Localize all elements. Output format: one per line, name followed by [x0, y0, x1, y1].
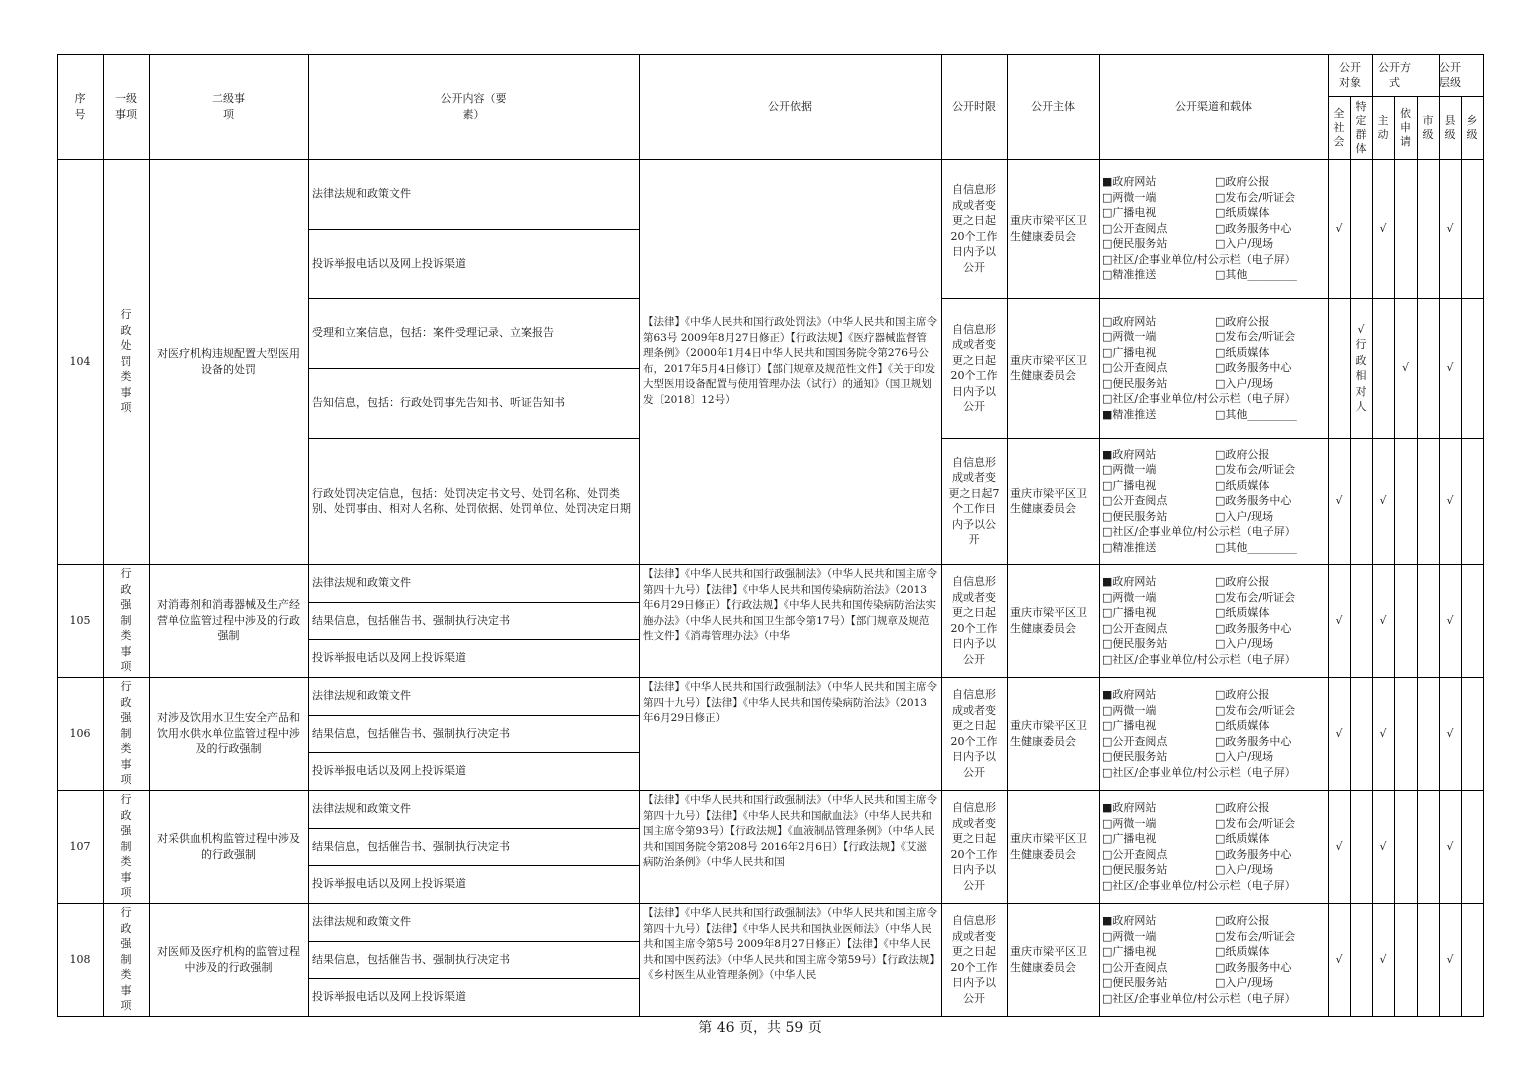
- channel-option: □政府公报: [1215, 447, 1270, 461]
- channel-option: □便民服务站: [1102, 509, 1168, 523]
- row-basis: 【法律】《中华人民共和国行政强制法》（中华人民共和国主席令第四十九号）【法律】《中华人民共和国传染病防治法》（2013年6月29日修正）: [643, 681, 937, 724]
- row-seq: 108: [69, 952, 91, 966]
- row-content-item: 结果信息，包括催告书、强制执行决定书: [312, 726, 510, 740]
- row-object-all-check: √: [1335, 839, 1343, 853]
- row-basis: 【法律】《中华人民共和国行政强制法》（中华人民共和国主席令第四十九号）【法律】《中华人民共和国传染病防治法》（2013年6月29日修正）【行政法规】《中华人民共和国传染病防治法实施办法》（中华人民共和国卫生部令第17号）【部门规章及规范性文件】《消毒管理办法》（中华: [643, 568, 937, 642]
- channel-option: □发布会/听证会: [1215, 330, 1296, 344]
- channel-option: □广播电视: [1102, 345, 1157, 359]
- row-subject: 重庆市梁平区卫生健康委员会: [1010, 719, 1087, 748]
- channel-option: □广播电视: [1102, 478, 1157, 492]
- channel-option: □便民服务站: [1102, 637, 1168, 650]
- channel-option: □便民服务站: [1102, 237, 1168, 251]
- channel-option: □公开查阅点: [1102, 847, 1168, 861]
- row-channels-grid: [1102, 314, 1325, 423]
- row-content-item: 结果信息，包括催告书、强制执行决定书: [312, 952, 510, 966]
- row-time-limit: 自信息形成或者变更之日起7个工作日内予以公开: [948, 455, 1000, 546]
- channel-option: ■精准推送: [1102, 407, 1157, 421]
- channel-option: □发布会/听证会: [1215, 590, 1296, 604]
- channel-option: □发布会/听证会: [1215, 703, 1296, 717]
- channel-option: □公开查阅点: [1102, 221, 1168, 235]
- row-channels: [1102, 159, 1327, 298]
- header-method-apply: 依申请: [1400, 106, 1411, 148]
- channel-option: □政府网站: [1102, 314, 1157, 328]
- row-content-item: 投诉举报电话以及网上投诉渠道: [312, 764, 466, 778]
- row-content-item: 投诉举报电话以及网上投诉渠道: [312, 651, 466, 665]
- header-method-active: 主动: [1377, 113, 1389, 141]
- channel-option: □入户/现场: [1215, 750, 1274, 763]
- row-content-item: 结果信息，包括催告书、强制执行决定书: [312, 613, 510, 627]
- channel-option: □纸质媒体: [1215, 719, 1270, 732]
- header-seq: 序号: [74, 92, 86, 121]
- channel-option: □两微一端: [1102, 463, 1157, 477]
- row-object-all-check: √: [1335, 221, 1343, 235]
- channel-option: □政务服务中心: [1215, 494, 1292, 508]
- header-basis: 公开依据: [768, 99, 812, 113]
- row-time-limit: 自信息形成或者变更之日起20个工作日内予以公开: [950, 688, 998, 779]
- channel-option: □广播电视: [1102, 832, 1157, 845]
- channel-option: □社区/企事业单位/村公示栏（电子屏）: [1102, 991, 1296, 1005]
- channel-option: □入户/现场: [1215, 237, 1274, 251]
- channel-option: □其他_________: [1215, 268, 1297, 282]
- row-level2: 对采供血机构监管过程中涉及的行政强制: [157, 832, 300, 861]
- row-level-county-check: √: [1446, 613, 1454, 627]
- channel-option: ■政府网站: [1102, 914, 1157, 927]
- channel-option: □政府公报: [1215, 688, 1270, 701]
- row-method-active-check: √: [1379, 839, 1387, 853]
- row-channels: [1102, 438, 1327, 564]
- row-channels: [1102, 903, 1327, 1016]
- channel-option: ■政府网站: [1102, 175, 1157, 189]
- channel-option: □广播电视: [1102, 606, 1157, 619]
- row-channels-grid: [1102, 447, 1325, 556]
- row-subject: 重庆市梁平区卫生健康委员会: [1010, 486, 1087, 515]
- channel-option: □政务服务中心: [1215, 960, 1292, 974]
- row-channels: [1102, 564, 1327, 677]
- row-level1: 行政处罚类事项: [120, 308, 132, 415]
- channel-option: □政务服务中心: [1215, 847, 1292, 861]
- row-level-county-check: √: [1446, 839, 1454, 853]
- channel-option: □入户/现场: [1215, 376, 1274, 390]
- row-method-active-check: √: [1379, 494, 1387, 508]
- channel-option: □纸质媒体: [1215, 345, 1270, 359]
- row-level1: 行政强制类事项: [120, 906, 132, 1013]
- row-object-all-check: √: [1335, 613, 1343, 627]
- row-content-item: 投诉举报电话以及网上投诉渠道: [312, 990, 466, 1004]
- row-seq: 104: [69, 354, 91, 368]
- channel-option: □公开查阅点: [1102, 960, 1168, 974]
- row-basis: 【法律】《中华人民共和国行政强制法》（中华人民共和国主席令第四十九号）【法律】《中华人民共和国执业医师法》（中华人民共和国主席令第5号 2009年8月27日修正）【法律】《中华人民共和国中医药法》（中华人民共和国主席令第59号）【行政法规】《乡村医生从业管理条例》（中华人民: [643, 907, 937, 981]
- row-channels-grid: [1102, 913, 1325, 1006]
- header-object-specific: 特定群体: [1355, 99, 1367, 155]
- row-content-item: 法律法规和政策文件: [312, 576, 411, 590]
- channel-option: □两微一端: [1102, 816, 1157, 830]
- row-subject: 重庆市梁平区卫生健康委员会: [1010, 353, 1087, 382]
- row-level1: 行政强制类事项: [120, 567, 132, 674]
- row-level-county-check: √: [1446, 726, 1454, 740]
- grid-line-vertical: [1099, 54, 1100, 1016]
- channel-option: □公开查阅点: [1102, 494, 1168, 508]
- channel-option: ■政府网站: [1102, 447, 1157, 461]
- channel-option: □社区/企事业单位/村公示栏（电子屏）: [1102, 878, 1296, 892]
- channel-option: □广播电视: [1102, 206, 1157, 220]
- row-method-active-check: √: [1379, 952, 1387, 966]
- channel-option: □政府公报: [1215, 575, 1270, 588]
- header-level: 公开层级: [1439, 60, 1461, 89]
- header-method: 公开方式: [1378, 60, 1411, 89]
- row-content-item: 结果信息，包括催告书、强制执行决定书: [312, 839, 510, 853]
- row-object-all-check: √: [1335, 952, 1343, 966]
- channel-option: □公开查阅点: [1102, 734, 1168, 748]
- row-subject: 重庆市梁平区卫生健康委员会: [1010, 214, 1087, 243]
- page-footer: 第 46 页，共 59 页: [698, 1020, 822, 1036]
- channel-option: □入户/现场: [1215, 637, 1274, 650]
- grid-line-vertical: [1350, 96, 1351, 1016]
- channel-option: □社区/企事业单位/村公示栏（电子屏）: [1102, 392, 1296, 406]
- channel-option: □两微一端: [1102, 703, 1157, 717]
- row-channels-grid: [1102, 174, 1325, 283]
- channel-option: □发布会/听证会: [1215, 816, 1296, 830]
- row-level-county-check: √: [1446, 221, 1454, 235]
- grid-line-vertical: [1417, 96, 1418, 1016]
- channel-option: □发布会/听证会: [1215, 190, 1296, 204]
- channel-option: □社区/企事业单位/村公示栏（电子屏）: [1102, 765, 1296, 779]
- row-level1: 行政强制类事项: [120, 680, 132, 787]
- channel-option: □入户/现场: [1215, 509, 1274, 523]
- channel-option: □广播电视: [1102, 945, 1157, 958]
- row-level-county-check: √: [1446, 494, 1454, 508]
- channel-option: □纸质媒体: [1215, 478, 1270, 492]
- row-object-specific: √行政相对人: [1355, 322, 1367, 413]
- row-method-active-check: √: [1379, 221, 1387, 235]
- channel-option: □其他_________: [1215, 407, 1297, 421]
- row-seq: 107: [69, 839, 91, 853]
- row-time-limit: 自信息形成或者变更之日起20个工作日内予以公开: [950, 183, 998, 274]
- channel-option: □公开查阅点: [1102, 621, 1168, 635]
- channel-option: □政府公报: [1215, 914, 1270, 927]
- channel-option: □社区/企事业单位/村公示栏（电子屏）: [1102, 525, 1296, 539]
- row-subject: 重庆市梁平区卫生健康委员会: [1010, 606, 1087, 635]
- channel-option: □政府公报: [1215, 314, 1270, 328]
- row-content-item: 法律法规和政策文件: [312, 187, 411, 201]
- channel-option: □公开查阅点: [1102, 361, 1168, 375]
- header-level-county: 县级: [1444, 113, 1456, 141]
- row-level-county-check: √: [1446, 361, 1454, 375]
- channel-option: ■政府网站: [1102, 801, 1157, 814]
- row-channels: [1102, 298, 1327, 438]
- header-time-limit: 公开时限: [952, 99, 996, 113]
- channel-option: ■政府网站: [1102, 575, 1157, 588]
- row-time-limit: 自信息形成或者变更之日起20个工作日内予以公开: [950, 914, 998, 1005]
- header-level1: 一级事项: [115, 92, 137, 121]
- channel-option: □政务服务中心: [1215, 221, 1292, 235]
- row-level2: 对消毒剂和消毒器械及生产经营单位监管过程中涉及的行政强制: [157, 598, 300, 643]
- channel-option: □政务服务中心: [1215, 621, 1292, 635]
- channel-option: □便民服务站: [1102, 976, 1168, 989]
- grid-line-vertical: [1394, 96, 1395, 1016]
- row-content-item: 法律法规和政策文件: [312, 802, 411, 816]
- row-object-all-check: √: [1335, 726, 1343, 740]
- header-level-town: 乡级: [1466, 113, 1478, 141]
- header-content: 公开内容（要素）: [440, 92, 507, 121]
- row-basis: 【法律】《中华人民共和国行政处罚法》（中华人民共和国主席令第63号 2009年8月27日修正）【行政法规】《医疗器械监督管理条例》（2000年1月4日中华人民共和国国务院令第276号公布，2017年5月4日修订）【部门规章及规范性文件】《关于印发大型医用设备配置与使用管理办法（试行）的通知》（国卫规划发〔2018〕12号）: [643, 316, 937, 406]
- channel-option: □政府公报: [1215, 801, 1270, 814]
- row-content-item: 法律法规和政策文件: [312, 689, 411, 703]
- row-level2: 对医师及医疗机构的监管过程中涉及的行政强制: [157, 945, 300, 974]
- row-channels: [1102, 677, 1327, 790]
- channel-option: □发布会/听证会: [1215, 463, 1296, 477]
- header-level-city: 市级: [1422, 113, 1434, 141]
- row-level-county-check: √: [1446, 952, 1454, 966]
- row-method-active-check: √: [1379, 726, 1387, 740]
- channel-option: □纸质媒体: [1215, 206, 1270, 220]
- channel-option: □纸质媒体: [1215, 945, 1270, 958]
- row-object-all-check: √: [1335, 494, 1343, 508]
- channel-option: □入户/现场: [1215, 976, 1274, 989]
- row-channels-grid: [1102, 800, 1325, 893]
- row-level2: 对医疗机构违规配置大型医用设备的处罚: [157, 347, 300, 376]
- channel-option: □便民服务站: [1102, 376, 1168, 390]
- channel-option: □政务服务中心: [1215, 361, 1292, 375]
- row-method-apply-check: √: [1401, 361, 1409, 375]
- channel-option: □便民服务站: [1102, 863, 1168, 876]
- row-level2: 对涉及饮用水卫生安全产品和饮用水供水单位监管过程中涉及的行政强制: [157, 711, 300, 756]
- row-subject: 重庆市梁平区卫生健康委员会: [1010, 945, 1087, 974]
- row-channels-grid: [1102, 574, 1325, 667]
- row-time-limit: 自信息形成或者变更之日起20个工作日内予以公开: [950, 322, 998, 413]
- row-basis: 【法律】《中华人民共和国行政强制法》（中华人民共和国主席令第四十九号）【法律】《中华人民共和国献血法》（中华人民共和国主席令第93号）【行政法规】《血液制品管理条例》（中华人民共和国国务院令第208号 2016年2月6日）【行政法规】《艾滋病防治条例》（中华人民共和国: [643, 794, 937, 868]
- row-content-item: 投诉举报电话以及网上投诉渠道: [312, 877, 466, 891]
- row-time-limit: 自信息形成或者变更之日起20个工作日内予以公开: [950, 575, 998, 666]
- channel-option: □两微一端: [1102, 330, 1157, 344]
- channel-option: □两微一端: [1102, 190, 1157, 204]
- row-seq: 106: [69, 726, 91, 740]
- channel-option: □纸质媒体: [1215, 606, 1270, 619]
- row-seq: 105: [69, 613, 91, 627]
- row-subject: 重庆市梁平区卫生健康委员会: [1010, 832, 1087, 861]
- channel-option: □政务服务中心: [1215, 734, 1292, 748]
- row-channels: [1102, 790, 1327, 903]
- channel-option: □广播电视: [1102, 719, 1157, 732]
- row-content-item: 投诉举报电话以及网上投诉渠道: [312, 256, 466, 270]
- channel-option: □入户/现场: [1215, 863, 1274, 876]
- row-time-limit: 自信息形成或者变更之日起20个工作日内予以公开: [950, 801, 998, 892]
- row-method-active-check: √: [1379, 613, 1387, 627]
- row-content-item: 法律法规和政策文件: [312, 915, 411, 929]
- channel-option: □精准推送: [1102, 540, 1157, 554]
- header-level2: 二级事项: [212, 92, 245, 121]
- channel-option: □社区/企事业单位/村公示栏（电子屏）: [1102, 652, 1296, 666]
- row-content-item: 行政处罚决定信息，包括：处罚决定书文号、处罚名称、处罚类别、处罚事由、相对人名称、处罚依据、处罚单位、处罚决定日期: [312, 486, 631, 515]
- header-channel: 公开渠道和载体: [1175, 99, 1252, 113]
- header-object: 公开对象: [1339, 60, 1361, 89]
- grid-line-vertical: [1461, 96, 1462, 1016]
- row-content-item: 告知信息，包括：行政处罚事先告知书、听证告知书: [312, 396, 565, 410]
- channel-option: □纸质媒体: [1215, 832, 1270, 845]
- channel-option: □精准推送: [1102, 268, 1157, 282]
- row-channels-grid: [1102, 687, 1325, 780]
- row-content-item: 受理和立案信息，包括：案件受理记录、立案报告: [312, 326, 554, 340]
- channel-option: □其他_________: [1215, 540, 1297, 554]
- row-level1: 行政强制类事项: [120, 793, 132, 900]
- channel-option: □社区/企事业单位/村公示栏（电子屏）: [1102, 252, 1296, 266]
- channel-option: □政府公报: [1215, 175, 1270, 189]
- channel-option: □两微一端: [1102, 929, 1157, 943]
- channel-option: □发布会/听证会: [1215, 929, 1296, 943]
- channel-option: ■政府网站: [1102, 688, 1157, 701]
- channel-option: □便民服务站: [1102, 750, 1168, 763]
- header-object-all: 全社会: [1333, 106, 1345, 148]
- channel-option: □两微一端: [1102, 590, 1157, 604]
- header-subject: 公开主体: [1031, 99, 1075, 113]
